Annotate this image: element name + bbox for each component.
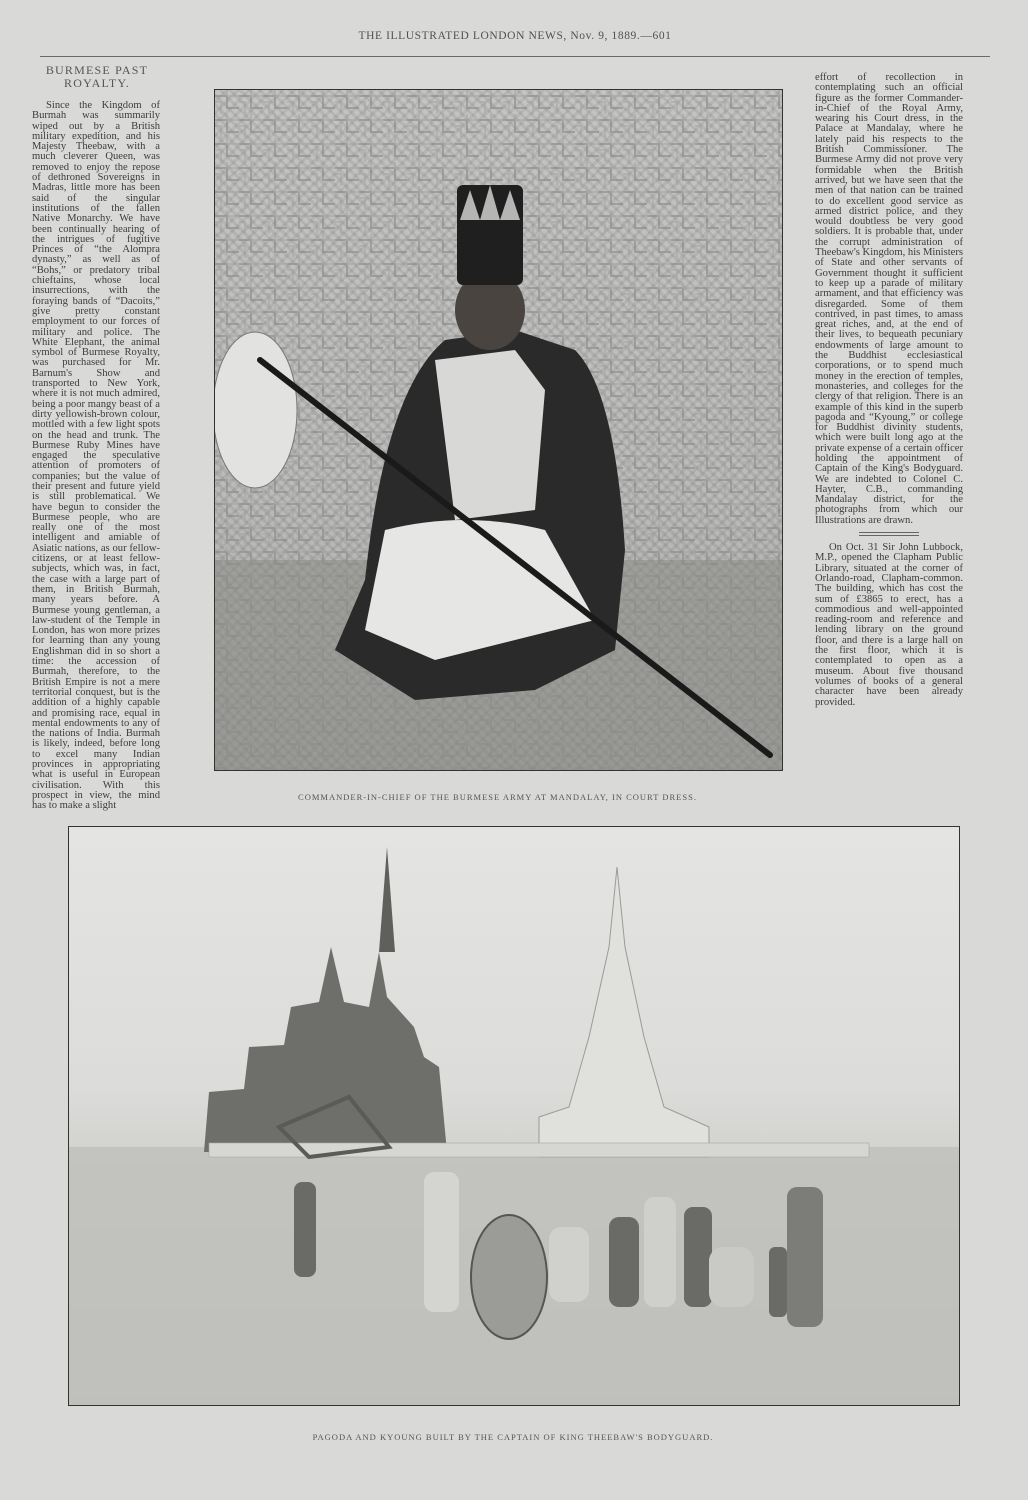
photo-commander-in-chief	[214, 89, 783, 771]
commander-portrait-illustration	[215, 90, 782, 770]
masthead	[40, 30, 990, 58]
masthead-rule	[40, 56, 990, 57]
pagoda-kyoung-illustration	[69, 827, 959, 1405]
caption-commander: COMMANDER-IN-CHIEF OF THE BURMESE ARMY AT MANDALAY, IN COURT DRESS.	[298, 792, 697, 802]
left-column	[32, 101, 160, 811]
clapham-library-item: On Oct. 31 Sir John Lubbock, M.P., opened the Clapham Public Library, situated at the corner of Orlando-road, Clapham-common. The building, which has cost the sum of £3865 to erect, has a commodious and well-appointed reading-room and reference and lending library on the ground floor, and there is a large hall on the first floor, which it is contemplated to open as a museum. About five thousand volumes of books of a general character have been already provided.	[815, 542, 963, 708]
headline-line-1: BURMESE PAST	[45, 63, 149, 77]
headline-line-2: ROYALTY.	[64, 76, 130, 90]
photo-pagoda-kyoung	[68, 826, 960, 1406]
article-headline	[32, 64, 162, 90]
right-column	[815, 73, 963, 708]
masthead-text: THE ILLUSTRATED LONDON NEWS, Nov. 9, 1889.—601	[358, 30, 672, 42]
article-body-left: Since the Kingdom of Burmah was summarily wiped out by a British military expedition, and his Majesty Theebaw, with a much cleverer Queen, was removed to enjoy the repose of dethroned Sovereigns in Madras, little more has been said of the singular institutions of the fallen Native Monarchy. We have been continually hearing of the intrigues of fugitive Princes of “the Alompra dynasty,” as well as of “Bohs,” or predatory tribal chieftains, whose local insurrections, with the foraying bands of “Dacoits,” give pretty constant employment to our forces of military and police. The White Elephant, the animal symbol of Burmese Royalty, was purchased for Mr. Barnum's Show and transported to New York, where it is not much admired, being a poor mangy beast of a dirty yellowish-brown colour, mottled with a few light spots on the head and trunk. The Burmese Ruby Mines have engaged the speculative attention of promoters of companies; but the value of their present and future yield is still problematical. We have begun to consider the Burmese people, who are really one of the most intelligent and amiable of Asiatic nations, as our fellow-citizens, or at least fellow-subjects, which was, in fact, the case with a large part of them, in British Burmah, many years before. A Burmese young gentleman, a law-student of the Temple in London, has won more prizes for learning than any young Englishman did in so short a time: the accession of Burmah, therefore, to the British Empire is not a mere territorial conquest, but is the addition of a highly capable and promising race, equal in mental endowments to any of the nations of India. Burmah is likely, indeed, before long to excel many Indian provinces in appropriating what is useful in European civilisation. With this prospect in view, the mind has to make a slight	[32, 100, 160, 812]
article-body-right: effort of recollection in contemplating such an official figure as the former Commander-in-Chief of the Royal Army, wearing his Court dress, in the Palace at Mandalay, where he lately paid his respects to the British Commissioner. The Burmese Army did not prove very formidable when the British arrived, but we have seen that the men of that nation can be trained to do excellent good service as armed district police, and they would doubtless be very good soldiers. It is probable that, under the corrupt administration of Theebaw's Kingdom, his Ministers of State and other servants of Government thought it sufficient to keep up a parade of military armament, and that efficiency was disregarded. Some of them contrived, in past times, to amass great riches, and, at the end of their lives, to bequeath pecuniary endowments of large amount to the Buddhist ecclesiastical corporations, or to spend much money in the erection of temples, monasteries, and colleges for the clergy of that religion. There is an example of this kind in the superb pagoda and “Kyoung,” or college for Buddhist divinity students, which were built long ago at the private expense of a certain officer holding the appointment of Captain of the King's Bodyguard. We are indebted to Colonel C. Hayter, C.B., commanding Mandalay district, for the photographs from which our Illustrations are drawn.	[815, 72, 963, 526]
section-divider	[859, 532, 919, 536]
caption-pagoda: PAGODA AND KYOUNG BUILT BY THE CAPTAIN OF KING THEEBAW'S BODYGUARD.	[312, 1432, 714, 1442]
